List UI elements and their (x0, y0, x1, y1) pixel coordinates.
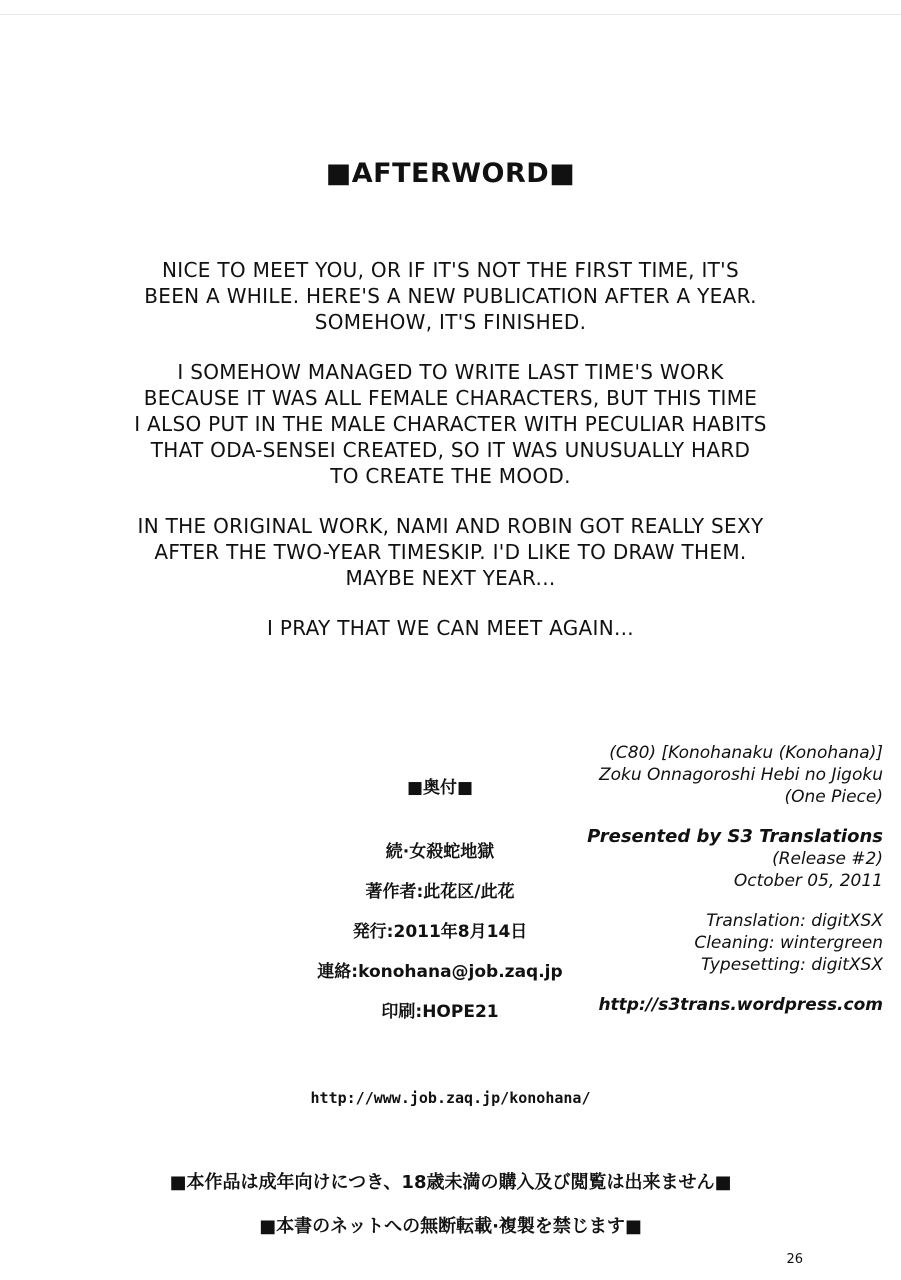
credit-cleaning: Cleaning: wintergreen (694, 933, 883, 953)
afterword-paragraph-2 (60, 359, 841, 489)
site-url: http://www.job.zaq.jp/konohana/ (310, 1089, 591, 1107)
release-date: October 05, 2011 (733, 871, 883, 891)
afterword-line: BEEN A WHILE. HERE'S A NEW PUBLICATION AFTER A YEAR. (144, 284, 757, 308)
afterword-line: AFTER THE TWO-YEAR TIMESKIP. I'D LIKE TO DRAW THEM. (154, 540, 747, 564)
release-source-line: (C80) [Konohanaku (Konohana)] (609, 743, 883, 763)
afterword-line: TO CREATE THE MOOD. (330, 464, 571, 488)
colophon-author: 著作者:此花区/此花 (365, 882, 515, 902)
release-url: http://s3trans.wordpress.com (598, 995, 883, 1015)
colophon (300, 773, 580, 1042)
age-notice: ■本作品は成年向けにつき、18歳未満の購入及び閲覧は出来ません■ (169, 1172, 732, 1193)
colophon-contact: 連絡:konohana@job.zaq.jp (317, 962, 563, 982)
colophon-heading: ■奥付■ (406, 778, 474, 798)
afterword-paragraph-1 (60, 257, 841, 335)
credit-typesetting: Typesetting: digitXSX (700, 955, 883, 975)
afterword-paragraph-4 (60, 615, 841, 641)
afterword-paragraph-3 (60, 513, 841, 591)
release-number: (Release #2) (772, 849, 883, 869)
release-info (563, 742, 883, 1034)
afterword-line: I ALSO PUT IN THE MALE CHARACTER WITH PECULIAR HABITS (134, 412, 767, 436)
top-rule (0, 14, 901, 15)
afterword-line: MAYBE NEXT YEAR... (345, 566, 556, 590)
afterword-body (60, 257, 841, 665)
credit-translation: Translation: digitXSX (706, 911, 883, 931)
release-group (563, 826, 883, 892)
release-source (563, 742, 883, 808)
copy-notice: ■本書のネットへの無断転載·複製を禁じます■ (259, 1216, 642, 1237)
page-number: 26 (786, 1252, 803, 1267)
colophon-title: 続·女殺蛇地獄 (385, 842, 495, 862)
afterword-title: ■AFTERWORD■ (325, 158, 576, 189)
colophon-printer: 印刷:HOPE21 (381, 1002, 499, 1022)
afterword-line: SOMEHOW, IT'S FINISHED. (314, 310, 587, 334)
afterword-line: THAT ODA-SENSEI CREATED, SO IT WAS UNUSUALLY HARD (150, 438, 751, 462)
afterword-line: BECAUSE IT WAS ALL FEMALE CHARACTERS, BUT THIS TIME (143, 386, 758, 410)
presented-by: Presented by S3 Translations (587, 826, 883, 847)
colophon-publish-date: 発行:2011年8月14日 (352, 922, 528, 942)
release-source-line: (One Piece) (784, 787, 883, 807)
afterword-line: I SOMEHOW MANAGED TO WRITE LAST TIME'S WORK (177, 360, 724, 384)
afterword-line: NICE TO MEET YOU, OR IF IT'S NOT THE FIRST TIME, IT'S (162, 258, 739, 282)
afterword-line: I PRAY THAT WE CAN MEET AGAIN... (267, 616, 634, 640)
release-url-block (563, 994, 883, 1016)
release-credits (563, 910, 883, 976)
afterword-line: IN THE ORIGINAL WORK, NAMI AND ROBIN GOT REALLY SEXY (137, 514, 764, 538)
release-source-line: Zoku Onnagoroshi Hebi no Jigoku (598, 765, 883, 785)
